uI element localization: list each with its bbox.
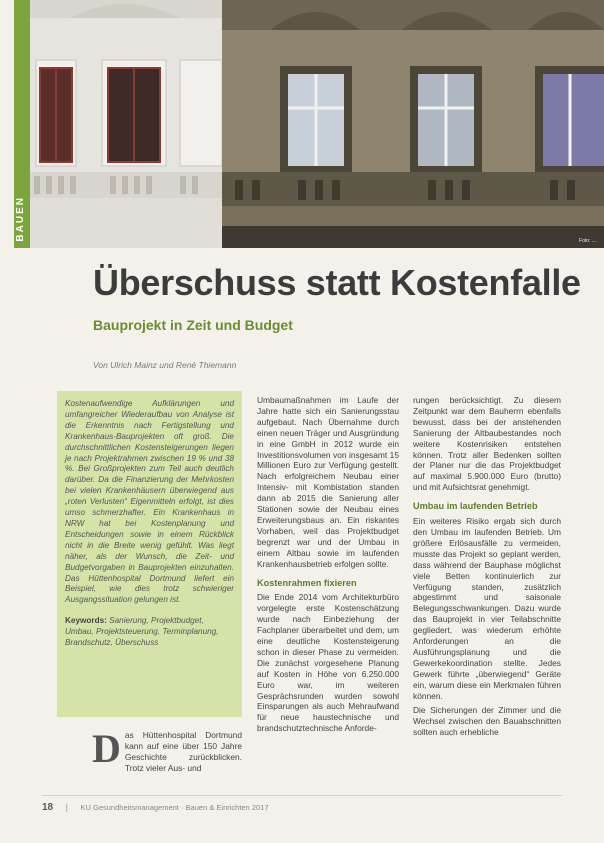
abstract-text: Kostenaufwendige Aufklärungen und umfangreicher Wiederaufbau von Analyse ist die Erkenntnis nach Fertigstellung und Krankenhaus-Bauprojekten oft groß. Die durchschnittlichen Kostensteigerungen liegen je nach Projektrahmen zwischen 19 % und 38 %. Bei Großprojekten zum Teil auch deutlich darüber. Da die Finanzierung der Mehrkosten bei vielen Krankenhäusern überwiegend aus „roten Verlusten“ Eigenmitteln erfolgt, ist dies umso schmerzhafter. Ein Krankenhaus in NRW hat bei Kostenplanung und Entscheidungen sowie in einem Rückblick nicht in die Breite wenig gefühlt. Was liegt näher, als der Wunsch, die Zeit- und Budgetvorgaben in Bauprojekten einzuhalten. Das Hüttenhospital Dortmund liefert ein Beispiel, wie dies trotz schwieriger Ausgangssituation gelungen ist. bbox=[65, 399, 234, 605]
column-2-paragraph-1: Umbaumaßnahmen im Laufe der Jahre hatte sich ein Sanierungsstau aufgebaut. Nach Übernahme durch einen neuen Träger und Ausgründung in eine GmbH in 2012 wurde ein Investitionsvolumen von insgesamt 15 Millionen Euro zur Verfügung gestellt. Nach erfolgreichem Neubau einer Intensiv- mit Kombistation standen dann ab 2015 die Sanierung aller Stationen sowie der Neubau eines Erweiterungsbaus an. Ein riskantes Vorhaben, weil das Projektbudget begrenzt war und der Umbau in einem Altbau sowie im laufenden Krankenhausbetrieb erfolgen sollte. bbox=[257, 395, 399, 569]
page-footer bbox=[42, 802, 269, 813]
keywords-label: Keywords: bbox=[65, 616, 107, 626]
header-photo bbox=[30, 0, 604, 248]
keywords bbox=[65, 616, 234, 649]
column-1-text: as Hüttenhospital Dortmund kann auf eine über 150 Jahre Geschichte zurückblicken. Trotz vieler Aus- und bbox=[124, 730, 242, 773]
column-2 bbox=[257, 395, 399, 738]
photo-credit: Foto: ... bbox=[579, 238, 596, 244]
page-number: 18 bbox=[42, 802, 54, 813]
section-tab-label: BAUEN bbox=[15, 196, 26, 242]
column-2-paragraph-2: Die Ende 2014 vom Architekturbüro vorgelegte erste Kostenschätzung wurde nach Einbeziehung der Fachplaner überarbeitet und dem, um eine deutliche Kostensteigerung schon in dieser Phase zu vermeiden. Die zunächst vorgesehene Planung auf Kosten in Höhe von 6.250.000 Euro war, im weiteren Gesprächsrunden wurden sowohl Einsparungen als auch Mehraufwand für neue haustechnische und brandschutztechnische Anforde- bbox=[257, 592, 399, 734]
column-3-paragraph-3: Die Sicherungen der Zimmer und die Wechsel zwischen den Bauabschnitten sollten auch erhebliche bbox=[413, 705, 561, 738]
column-1 bbox=[92, 726, 242, 774]
column-3-paragraph-1: rungen berücksichtigt. Zu diesem Zeitpunkt war dem Bauherrn ebenfalls bewusst, dass bei der anstehenden Sanierung der Altbaubestandes noch weitere Kostenrisiken entstehen können. Trotz aller Bedenken sollten der Planer nur die das Projektbudget auf maximal 5.900.000 Euro (brutto) und mit Aufsichtsrat genehmigt. bbox=[413, 395, 561, 493]
article-authors: Von Ulrich Mainz und René Thiemann bbox=[93, 360, 237, 370]
article-subtitle: Bauprojekt in Zeit und Budget bbox=[93, 317, 293, 333]
footer-separator: | bbox=[65, 802, 68, 812]
building-facade-image bbox=[30, 0, 604, 248]
journal-name: KU Gesundheitsmanagement · Bauen & Einrichten 2017 bbox=[80, 803, 269, 812]
drop-cap: D bbox=[92, 726, 121, 771]
column-3-heading: Umbau im laufenden Betrieb bbox=[413, 501, 538, 512]
footer-rule bbox=[42, 795, 562, 796]
column-3-paragraph-2: Ein weiteres Risiko ergab sich durch den Umbau im laufenden Betrieb. Um größere Erlösausfälle zu vermeiden, musste das Projekt so geplant werden, dass während der Bauphase möglichst viele Betten kontinuierlich zur Verfügung standen, zusätzlich abgestimmt und saisonale Belegungsschwankungen. Dazu wurde das Bauprojekt in vier Teilabschnitte gegliedert, was wiederum erhöhte Anforderungen an die Ausführungsplanung und die Gewerkekoordination stellte. Jedes Gewerk führte „überwiegend“ Geräte ein, warum diese ein Merkmalen führen können. bbox=[413, 516, 561, 701]
abstract-box bbox=[57, 391, 242, 717]
section-tab bbox=[14, 0, 30, 248]
article-title: Überschuss statt Kostenfalle bbox=[93, 262, 581, 303]
column-2-heading: Kostenrahmen fixieren bbox=[257, 577, 357, 588]
column-3 bbox=[413, 395, 561, 742]
keywords-list: Sanierung, Projektbudget, Umbau, Projektsteuerung, Terminplanung, Brandschutz, Überschuss bbox=[65, 616, 219, 648]
